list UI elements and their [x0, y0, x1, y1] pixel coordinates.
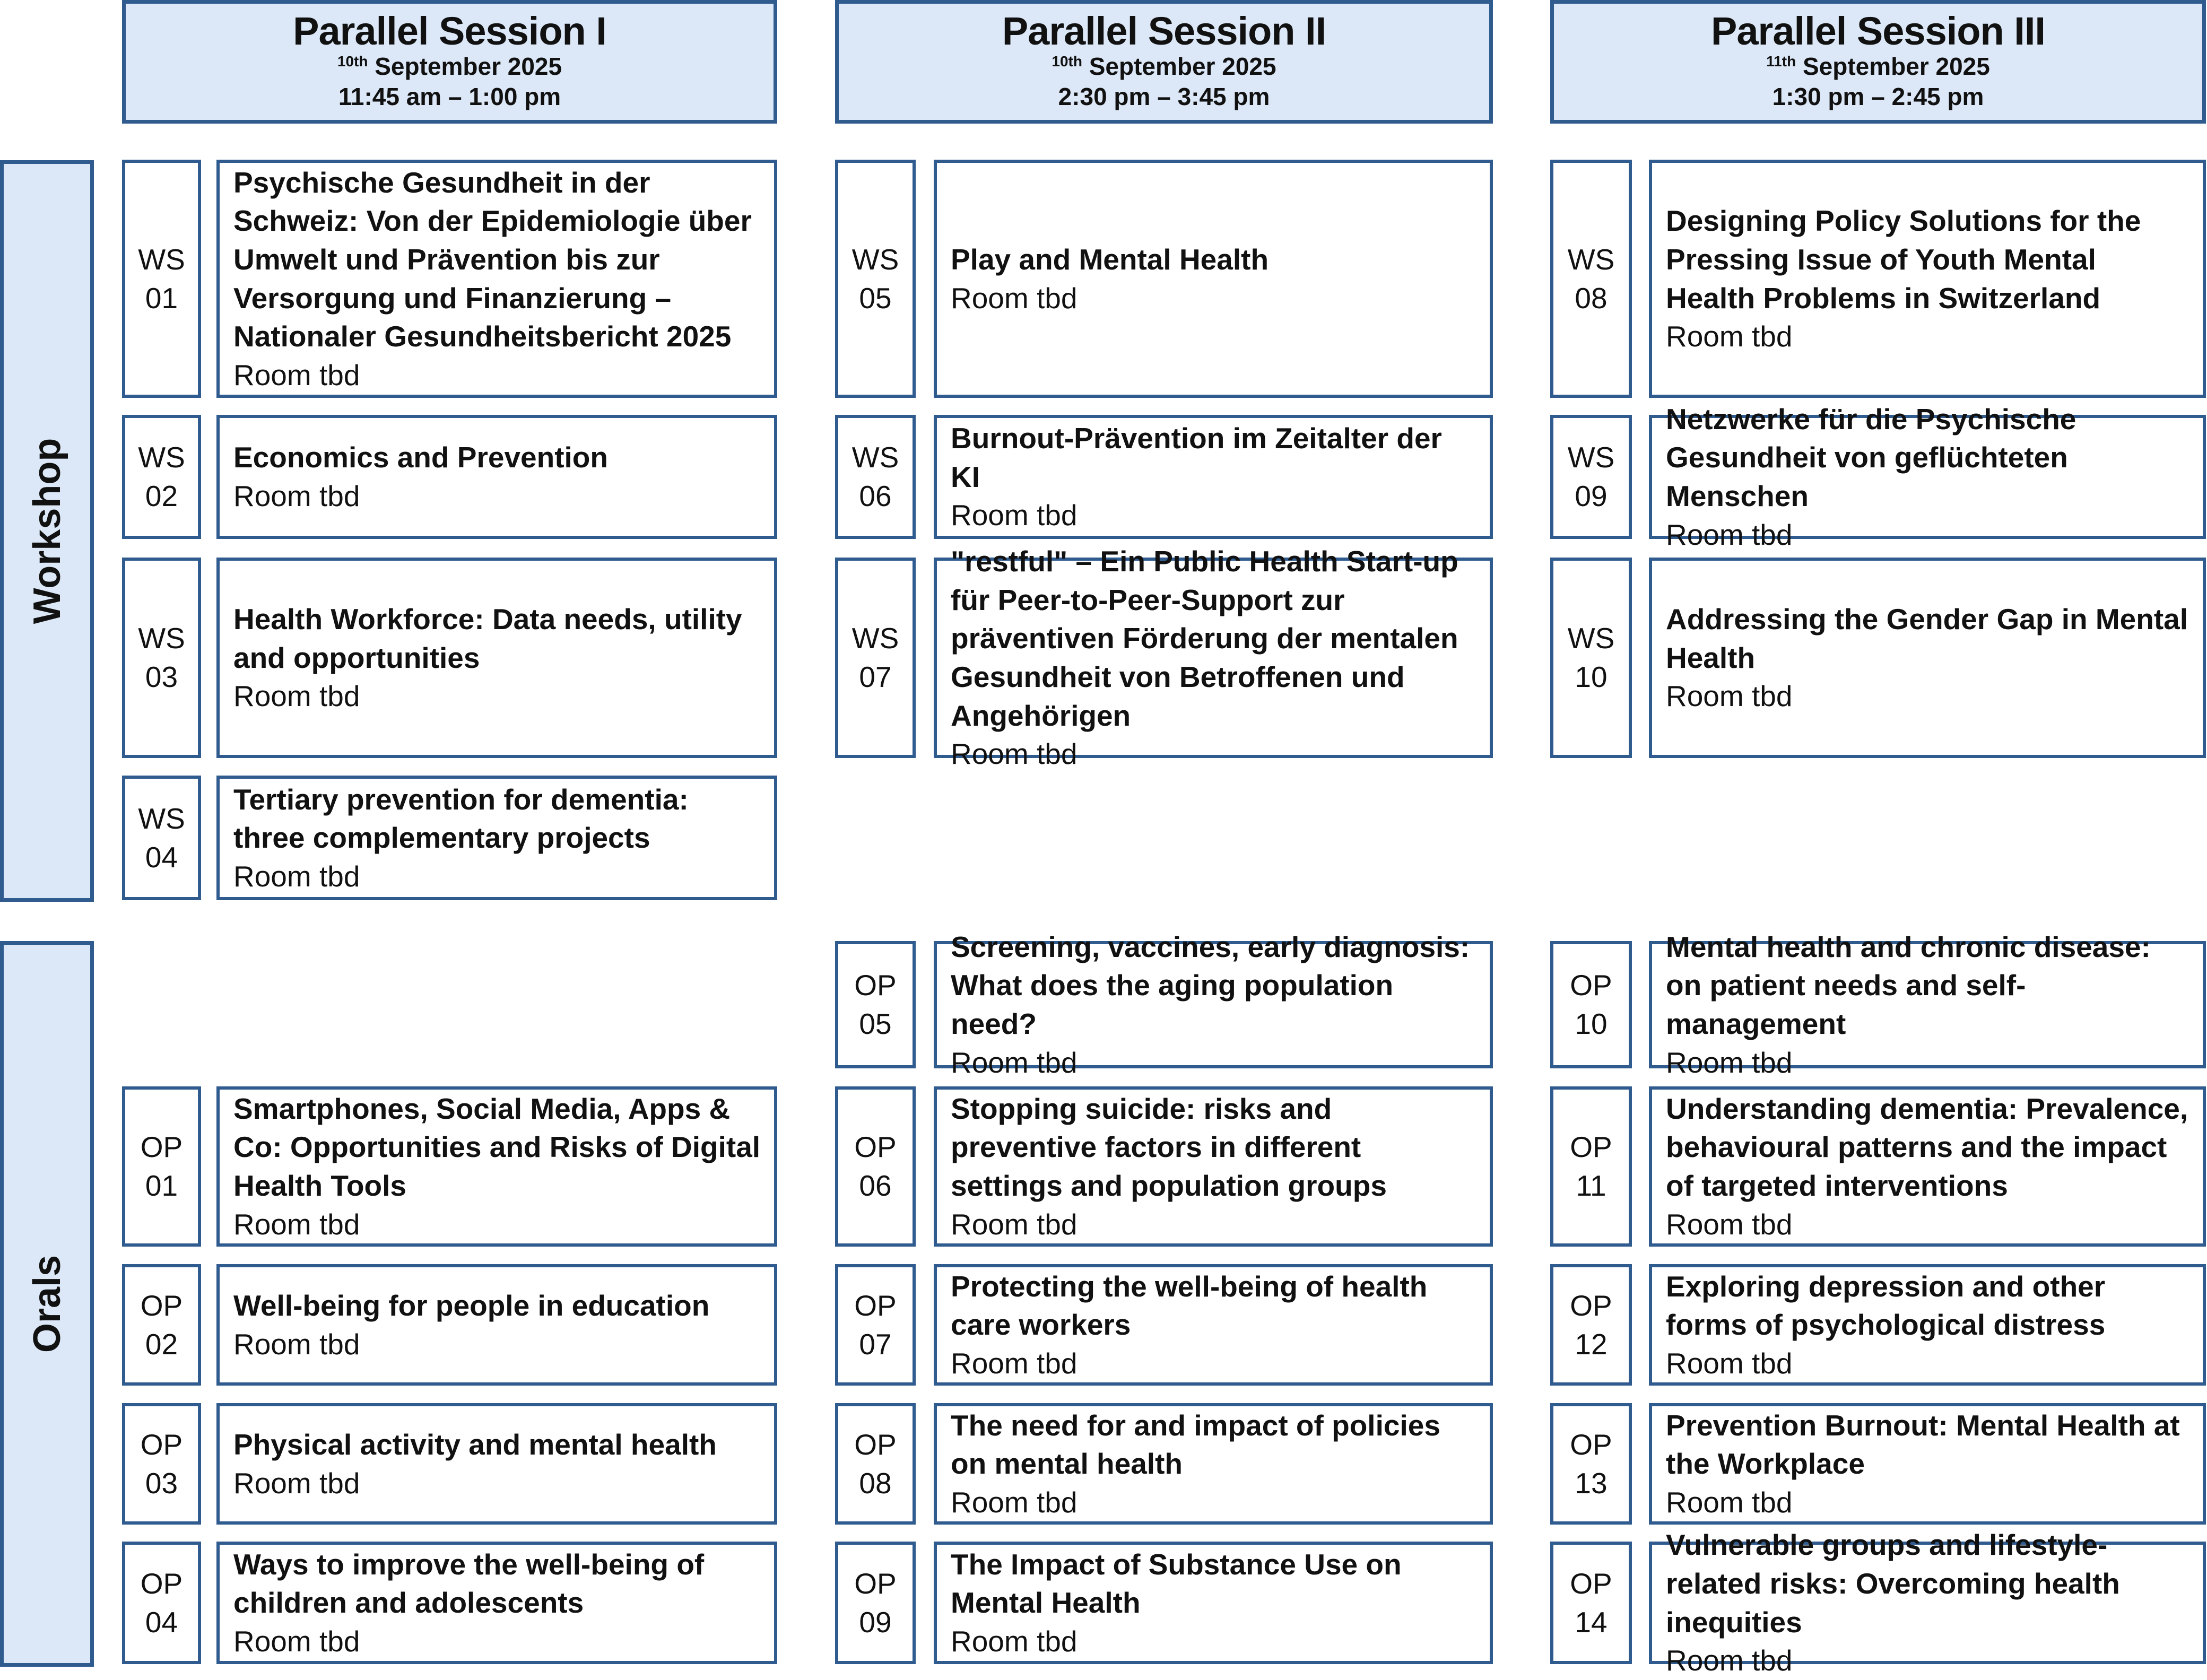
- session-entry: [1649, 1528, 2206, 1677]
- entry-room: Room tbd: [951, 281, 1078, 315]
- session-title: Parallel Session II: [1002, 9, 1326, 54]
- session-code: OP 04: [122, 1542, 201, 1664]
- session-code: WS 01: [122, 160, 201, 398]
- session-code: OP 01: [122, 1086, 201, 1247]
- entry-room: Room tbd: [233, 358, 360, 391]
- entry-room: Room tbd: [1666, 1485, 1793, 1519]
- session-entry: [216, 1542, 777, 1664]
- session-code: WS 02: [122, 415, 201, 539]
- session-entry: [216, 415, 777, 539]
- session-code: OP 08: [835, 1403, 916, 1525]
- entry-room: Room tbd: [951, 1624, 1078, 1658]
- session-code: WS 04: [122, 776, 201, 900]
- entry-title: Health Workforce: Data needs, utility and opportunities: [233, 603, 742, 674]
- category-orals-label: Orals: [25, 1255, 68, 1353]
- entry-title: Understanding dementia: Prevalence, behavioural patterns and the impact of targeted interventions: [1666, 1092, 2188, 1202]
- session-title: Parallel Session III: [1711, 9, 2045, 54]
- entry-title: The Impact of Substance Use on Mental Health: [951, 1547, 1402, 1620]
- session-entry: [934, 1403, 1493, 1525]
- session-entry: [934, 930, 1493, 1079]
- entry-room: Room tbd: [951, 737, 1078, 771]
- entry-room: Room tbd: [1666, 680, 1793, 713]
- category-workshop-label: Workshop: [25, 438, 68, 624]
- session-code: OP 02: [122, 1264, 201, 1386]
- session-title: Parallel Session I: [293, 9, 606, 54]
- entry-title: Protecting the well-being of health care workers: [951, 1269, 1428, 1342]
- session-time: 11:45 am – 1:00 pm: [338, 83, 561, 111]
- session-entry: [1649, 402, 2206, 551]
- session-entry: [934, 160, 1493, 398]
- entry-title: Prevention Burnout: Mental Health at the Workplace: [1666, 1408, 2180, 1481]
- session-entry: [216, 1403, 777, 1525]
- session-code: OP 06: [835, 1086, 916, 1247]
- entry-title: Burnout-Prävention im Zeitalter der KI: [951, 422, 1442, 493]
- session-entry: [1649, 1086, 2206, 1247]
- entry-title: Physical activity and mental health: [233, 1427, 717, 1461]
- entry-room: Room tbd: [233, 480, 360, 512]
- session-code: WS 07: [835, 558, 916, 758]
- entry-room: Room tbd: [233, 1327, 360, 1361]
- category-workshop: [0, 160, 94, 902]
- session-code: OP 12: [1550, 1264, 1632, 1386]
- session-header-2: [835, 0, 1493, 124]
- session-entry: [1649, 1403, 2206, 1525]
- entry-room: Room tbd: [951, 1207, 1078, 1241]
- entry-title: Mental health and chronic disease: on patient needs and self-management: [1666, 930, 2151, 1040]
- session-code: WS 08: [1550, 160, 1632, 398]
- entry-title: Economics and Prevention: [233, 441, 609, 474]
- session-entry: [1649, 930, 2206, 1079]
- session-entry: [216, 776, 777, 900]
- entry-room: Room tbd: [233, 1207, 360, 1241]
- session-entry: [934, 1542, 1493, 1664]
- session-header-3: [1550, 0, 2206, 124]
- session-time: 2:30 pm – 3:45 pm: [1058, 83, 1270, 111]
- entry-room: Room tbd: [1666, 1207, 1793, 1241]
- session-entry: [216, 1264, 777, 1386]
- session-code: WS 10: [1550, 558, 1632, 758]
- session-time: 1:30 pm – 2:45 pm: [1772, 83, 1984, 111]
- session-code: OP 09: [835, 1542, 916, 1664]
- entry-room: Room tbd: [951, 1346, 1078, 1380]
- entry-room: Room tbd: [233, 680, 360, 713]
- session-entry: [1649, 558, 2206, 758]
- category-orals: [0, 941, 94, 1667]
- session-entry: [1649, 1264, 2206, 1386]
- entry-title: Screening, vaccines, early diagnosis: What does the aging population need?: [951, 930, 1470, 1040]
- session-code: WS 06: [835, 415, 916, 539]
- entry-room: Room tbd: [233, 1466, 360, 1500]
- entry-title: Designing Policy Solutions for the Pressing Issue of Youth Mental Health Problems in Switzerland: [1666, 204, 2141, 315]
- session-code: OP 10: [1550, 941, 1632, 1068]
- entry-room: Room tbd: [951, 1046, 1078, 1079]
- session-code: OP 05: [835, 941, 916, 1068]
- entry-title: Addressing the Gender Gap in Mental Health: [1666, 603, 2188, 674]
- session-entry: [1649, 160, 2206, 398]
- session-entry: [216, 1086, 777, 1247]
- session-entry: [934, 1264, 1493, 1386]
- session-code: WS 09: [1550, 415, 1632, 539]
- entry-room: Room tbd: [951, 499, 1078, 532]
- session-code: OP 13: [1550, 1403, 1632, 1525]
- session-code: WS 03: [122, 558, 201, 758]
- session-code: OP 07: [835, 1264, 916, 1386]
- session-entry: [934, 1086, 1493, 1247]
- session-date: $^{10th}$ September 2025: [337, 52, 562, 80]
- entry-title: Tertiary prevention for dementia: three complementary projects: [233, 782, 689, 855]
- entry-room: Room tbd: [1666, 518, 1793, 551]
- entry-title: Ways to improve the well-being of children and adolescents: [233, 1547, 705, 1620]
- entry-title: Well-being for people in education: [233, 1289, 710, 1322]
- entry-room: Room tbd: [1666, 320, 1793, 353]
- session-date: $^{10th}$ September 2025: [1052, 52, 1276, 80]
- entry-title: Psychische Gesundheit in der Schweiz: Von der Epidemiologie über Umwelt und Prävention bis zur Versorgung und Finanzierung – Nationaler Gesundheitsbericht 2025: [233, 166, 752, 353]
- entry-title: Exploring depression and other forms of psychological distress: [1666, 1269, 2106, 1342]
- entry-title: Stopping suicide: risks and preventive factors in different settings and population groups: [951, 1092, 1387, 1202]
- entry-title: Netzwerke für die Psychische Gesundheit von geflüchteten Menschen: [1666, 402, 2076, 512]
- session-entry: [216, 160, 777, 398]
- session-header-1: [122, 0, 777, 124]
- session-date: $^{11th}$ September 2025: [1766, 52, 1990, 80]
- entry-title: The need for and impact of policies on mental health: [951, 1408, 1440, 1481]
- session-code: OP 03: [122, 1403, 201, 1525]
- entry-room: Room tbd: [233, 1624, 360, 1658]
- session-entry: [216, 558, 777, 758]
- entry-title: Play and Mental Health: [951, 242, 1269, 276]
- entry-title: Smartphones, Social Media, Apps & Co: Opportunities and Risks of Digital Health Tools: [233, 1092, 761, 1202]
- session-code: OP 11: [1550, 1086, 1632, 1247]
- entry-title: "restful" – Ein Public Health Start-up für Peer-to-Peer-Support zur präventiven Förderung der mentalen Gesundheit von Betroffenen und Angehörigen: [951, 545, 1458, 732]
- entry-room: Room tbd: [233, 859, 360, 893]
- session-entry: [934, 415, 1493, 539]
- entry-room: Room tbd: [1666, 1046, 1793, 1079]
- entry-room: Room tbd: [1666, 1644, 1793, 1677]
- entry-room: Room tbd: [1666, 1346, 1793, 1380]
- session-code: WS 05: [835, 160, 916, 398]
- session-code: OP 14: [1550, 1542, 1632, 1664]
- entry-title: Vulnerable groups and lifestyle-related risks: Overcoming health inequities: [1666, 1528, 2120, 1639]
- session-entry: [934, 545, 1493, 771]
- entry-room: Room tbd: [951, 1485, 1078, 1519]
